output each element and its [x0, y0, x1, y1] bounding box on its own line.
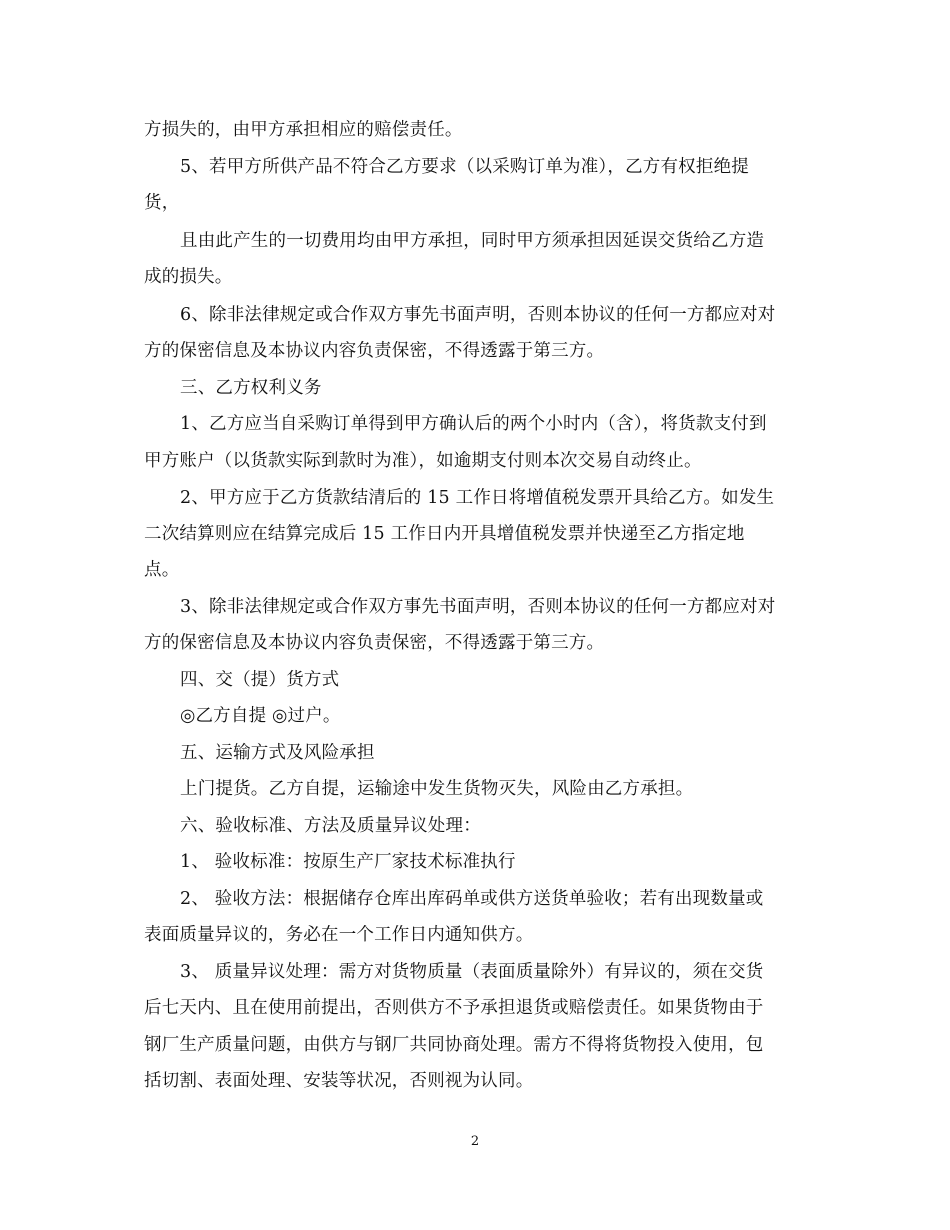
text-line: ◎乙方自提 ◎过户。	[180, 706, 341, 726]
section-heading: 三、乙方权利义务	[180, 378, 322, 398]
section-heading: 六、验收标准、方法及质量异议处理：	[180, 816, 481, 836]
text-line: 括切割、表面处理、安装等状况，否则视为认同。	[144, 1071, 534, 1091]
text-line: 3、除非法律规定或合作双方事先书面声明，否则本协议的任何一方都应对对	[180, 597, 776, 617]
text-line: 1、乙方应当自采购订单得到甲方确认后的两个小时内（含），将货款支付到	[180, 414, 767, 434]
text-line: 方的保密信息及本协议内容负责保密，不得透露于第三方。	[144, 633, 605, 653]
text-line: 方损失的，由甲方承担相应的赔偿责任。	[144, 120, 463, 140]
text-line: 二次结算则应在结算完成后 15 工作日内开具增值税发票并快递至乙方指定地	[144, 524, 745, 544]
text-line: 2、甲方应于乙方货款结清后的 15 工作日将增值税发票开具给乙方。如发生	[180, 488, 775, 508]
text-line: 2、 验收方法：根据储存仓库出库码单或供方送货单验收；若有出现数量或	[180, 889, 764, 909]
text-line: 表面质量异议的，务必在一个工作日内通知供方。	[144, 925, 534, 945]
text-line: 成的损失。	[144, 267, 233, 287]
text-line: 3、 质量异议处理：需方对货物质量（表面质量除外）有异议的，须在交货	[180, 962, 764, 982]
section-heading: 五、运输方式及风险承担	[180, 743, 375, 763]
text-line: 甲方账户（以货款实际到款时为准），如逾期支付则本次交易自动终止。	[144, 451, 702, 471]
text-line: 5、若甲方所供产品不符合乙方要求（以采购订单为准），乙方有权拒绝提	[180, 157, 749, 177]
text-line: 上门提货。乙方自提，运输途中发生货物灭失，风险由乙方承担。	[180, 779, 694, 799]
section-heading: 四、交（提）货方式	[180, 670, 340, 690]
text-line: 1、 验收标准：按原生产厂家技术标准执行	[180, 852, 516, 872]
text-line: 6、除非法律规定或合作双方事先书面声明，否则本协议的任何一方都应对对	[180, 305, 776, 325]
text-line: 方的保密信息及本协议内容负责保密，不得透露于第三方。	[144, 341, 605, 361]
text-line: 且由此产生的一切费用均由甲方承担，同时甲方须承担因延误交货给乙方造	[180, 231, 765, 251]
page-number: 2	[470, 1134, 480, 1149]
text-line: 后七天内、且在使用前提出，否则供方不予承担退货或赔偿责任。如果货物由于	[144, 998, 764, 1018]
text-line: 钢厂生产质量问题，由供方与钢厂共同协商处理。需方不得将货物投入使用，包	[144, 1035, 764, 1055]
text-line: 点。	[144, 560, 180, 580]
text-line: 货，	[144, 193, 180, 213]
